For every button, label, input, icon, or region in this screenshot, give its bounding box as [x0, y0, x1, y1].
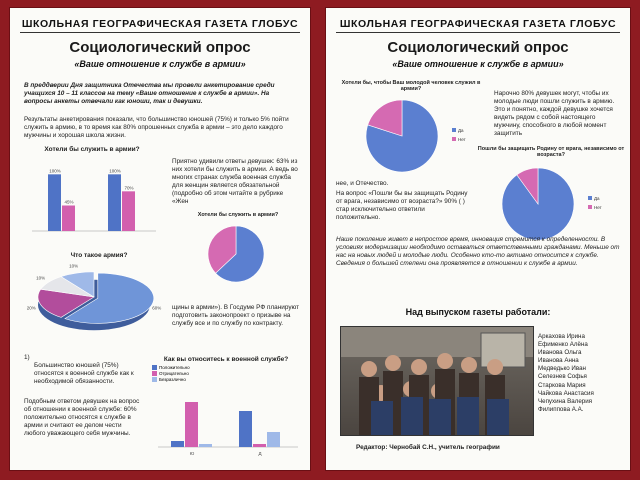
survey-subtitle: «Ваше отношение к службе в армии» — [392, 59, 564, 69]
staff-member: Иванова Ольга — [538, 349, 582, 357]
staff-member: Чайкова Анастасия — [538, 389, 594, 397]
paragraph-5: Подобным ответом девушек на вопрос об отношении к военной службе: 60% положительно относятся к службе в армии и считают ее делом чести любого уважающего себя мужчины. — [24, 398, 140, 437]
pie-chart-svg — [178, 218, 298, 290]
paragraph-2: Приятно удивили ответы девушек: 63% из них хотели бы служить в армии. А ведь во многих странах служба военная служба для женщин является обязательной (подробно об этом читайте в рубрике «Жен — [172, 158, 298, 205]
staff-member: Аркахова Ирина — [538, 333, 585, 340]
staff-heading: Над выпуском газеты работали: — [405, 307, 551, 317]
staff-member: Филиппова А.А. — [538, 405, 584, 413]
masthead-rule — [20, 32, 300, 33]
bar-value-label: 70% — [124, 185, 134, 191]
pie-slice-label: 10% — [69, 263, 79, 269]
staff-photo-illustration — [341, 327, 533, 435]
bar — [108, 174, 121, 231]
category-label: Ю — [189, 451, 195, 456]
bar-value-label: 100% — [109, 168, 121, 174]
staff-photo — [340, 326, 534, 436]
staff-member: Старкова Мария — [538, 381, 586, 389]
staff-member: Иванова Анна — [538, 357, 579, 365]
bar-chart-title: Хотели бы служить в армии? — [44, 146, 140, 153]
legend-swatch — [452, 137, 456, 141]
bar — [48, 174, 61, 231]
newspaper-masthead: ШКОЛЬНАЯ ГЕОГРАФИЧЕСКАЯ ГАЗЕТА ГЛОБУС — [21, 18, 299, 30]
paragraph-1: Результаты анкетирования показали, что большинство юношей (75%) и только 5% пойти служить в армию, в то время как 80% опрошенных служба в армии – это дело каждого мужчины и хорошая школа жизни. — [24, 116, 289, 139]
legend-swatch — [152, 377, 157, 382]
pie-chart-girls-serve — [178, 212, 298, 296]
pie-chart-boyfriend-svg — [336, 92, 486, 174]
pie-chart-defend-svg — [476, 158, 626, 246]
paragraph-r1: Нарочно 80% девушек могут, чтобы их молодые люди пошли служить в армию. Это и понятно, каждой девушке хочется видеть рядом с собой настоящего мужчину, способного в любой момент защитить — [494, 90, 615, 137]
paragraph-r2: нее, и Отечество. — [336, 180, 389, 187]
bar-chart-attitude-svg — [148, 383, 304, 457]
legend-swatch — [152, 365, 157, 370]
pie-chart-boyfriend-serve — [336, 80, 486, 176]
staff-member: Медведько Иван — [538, 365, 586, 373]
bar — [253, 444, 266, 447]
editor-credit: Редактор: Чернобай С.Н., учитель географии — [356, 444, 500, 451]
intro-text: В преддверии Дня защитника Отечества мы провели анкетирование среди учащихся 10 – 11 классов на тему «Ваше отношение к службе в армии». На вопросы анкеты отвечали как юноши, так и девушки. — [24, 82, 275, 105]
newspaper-masthead: ШКОЛЬНАЯ ГЕОГРАФИЧЕСКАЯ ГАЗЕТА ГЛОБУС — [339, 18, 617, 30]
bar — [122, 191, 135, 231]
staff-member: Ефименко Алёна — [538, 341, 588, 349]
section-title: Социологический опрос — [387, 39, 569, 56]
bar — [171, 441, 184, 447]
legend-swatch — [588, 196, 592, 200]
pie-chart-what-is-army — [24, 252, 174, 344]
bar-chart-attitude-title: Как вы относитесь к военной службе? — [163, 356, 289, 363]
bar-chart-attitude-legend — [152, 365, 304, 383]
paragraph-r3: На вопрос «Пошли бы вы защищать Родину от врага, независимо от возраста?» 90% ( ) стар исключительно ответили положительно. — [336, 190, 468, 221]
pie-chart-defend-homeland — [476, 146, 626, 250]
paragraph-r4: Наше поколение живет в непростое время, инновация стремится к определенности. В условиях модернизации необходимо оставаться ответственными гражданами. Меньше от нас на новых людей и молодые люди. Особенно кто-то активно относится к службе. Сведения о большей степени она проявляется в отношении к службе в армии. — [336, 236, 620, 267]
pie-chart-army-svg — [24, 259, 174, 341]
pie-chart-title: Хотели бы служить в армии? — [197, 212, 279, 218]
category-label: Д — [258, 451, 262, 456]
bar-chart-svg — [22, 153, 162, 241]
bar — [62, 206, 75, 232]
legend-swatch — [588, 205, 592, 209]
section-title: Социологический опрос — [69, 39, 251, 56]
staff-member: Селезнев Софья — [538, 373, 587, 381]
staff-list — [538, 333, 594, 414]
pie-slice-label: 60% — [152, 305, 162, 311]
corner-note: 1) — [24, 354, 30, 361]
newspaper-page-left — [10, 8, 310, 470]
bar — [239, 411, 252, 447]
legend-swatch — [152, 371, 157, 376]
bar — [185, 402, 198, 447]
legend-label: Безразлично — [159, 377, 186, 382]
bar — [199, 444, 212, 447]
bar-value-label: 45% — [64, 199, 74, 205]
masthead-rule — [336, 32, 620, 33]
bar-chart-attitude — [148, 356, 304, 462]
pie-slice-label: 10% — [36, 275, 46, 281]
paragraph-3: щины в армии»). В Госдуме РФ планируют подготовить законопроект о призыве на службу все и по службу по контракту. — [172, 304, 300, 327]
legend-label: Отрицательно — [159, 371, 189, 376]
legend-label: Нет — [458, 137, 466, 142]
bar-value-label: 100% — [49, 168, 61, 174]
legend-label: Положительно — [159, 365, 190, 370]
survey-subtitle: «Ваше отношение к службе в армии» — [74, 59, 246, 69]
legend-label: Да — [458, 128, 464, 133]
pie-slice-label: 20% — [26, 305, 36, 311]
legend-swatch — [452, 128, 456, 132]
bar — [267, 432, 280, 447]
pie-chart-army-title: Что такое армия? — [70, 252, 128, 259]
legend-label: Нет — [594, 205, 602, 210]
pie-chart-defend-title: Пошли бы защищать Родину от врага, независимо от возраста? — [477, 146, 625, 158]
bar-chart-want-serve — [22, 146, 162, 246]
staff-member: Чепухина Валерия — [538, 397, 593, 405]
paragraph-4: Большинство юношей (75%) относятся к военной службе как к необходимой обязанности. — [34, 362, 134, 385]
newspaper-page-right — [326, 8, 630, 470]
pie-chart-boyfriend-title: Хотели бы, чтобы Ваш молодой человек служил в армии? — [341, 80, 481, 92]
legend-label: Да — [594, 196, 600, 201]
